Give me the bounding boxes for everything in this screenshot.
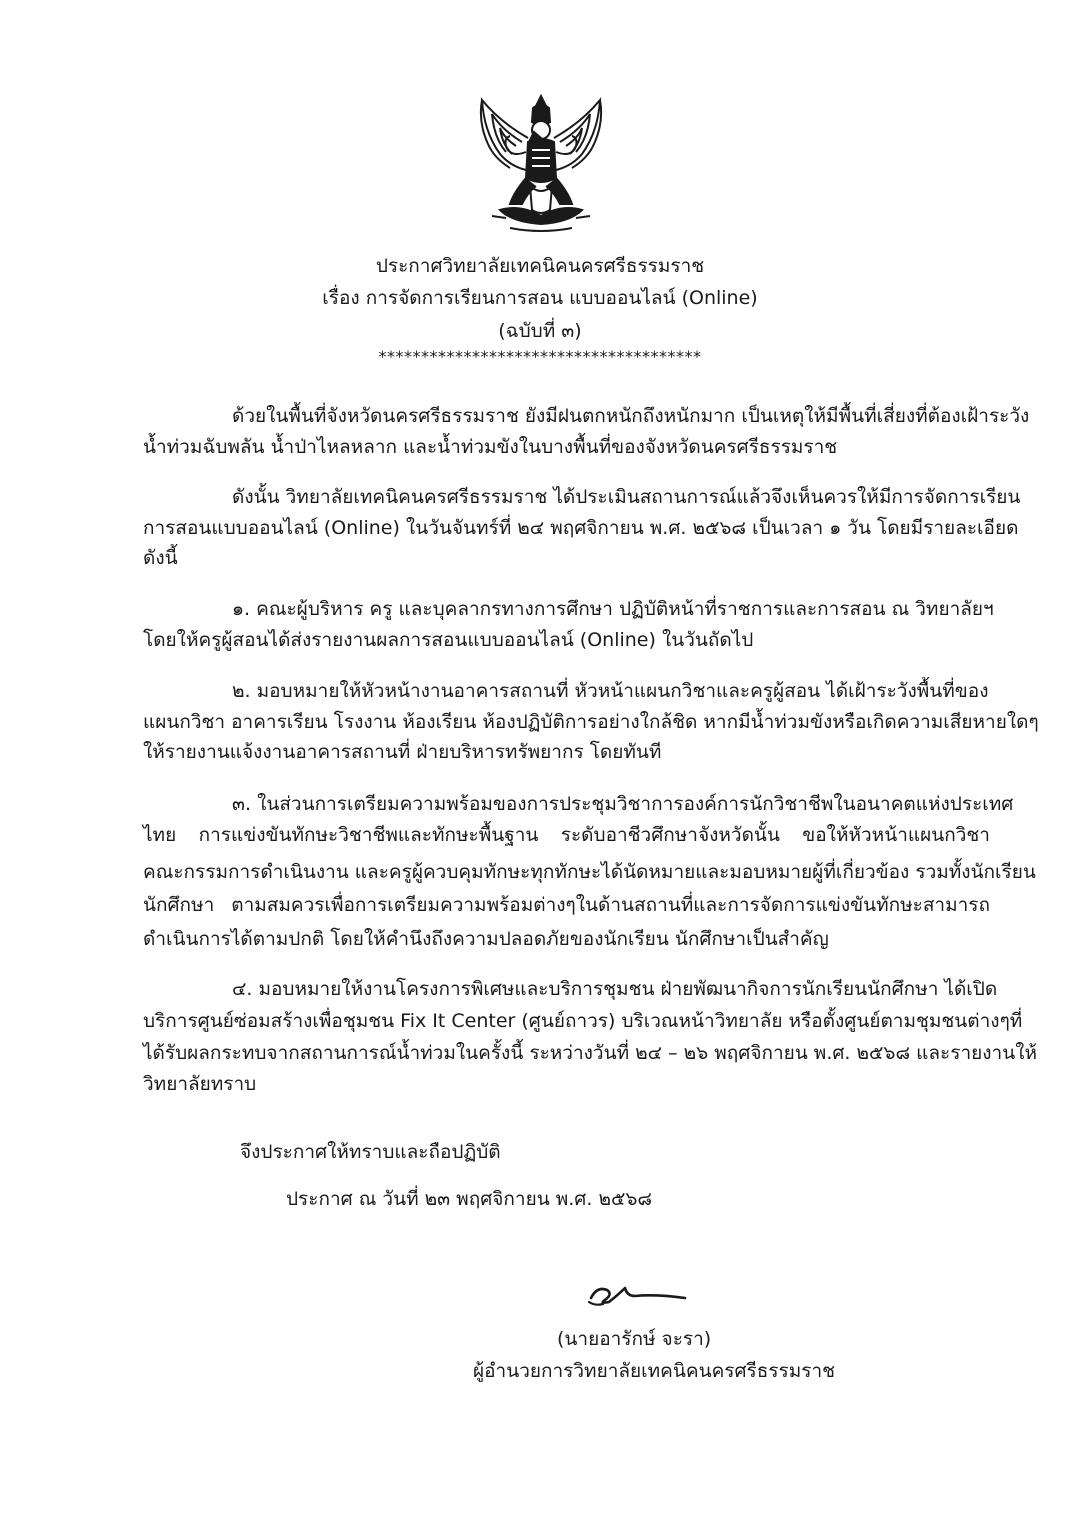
item-2-line-2: แผนกวิชา อาคารเรียน โรงงาน ห้องเรียน ห้องปฏิบัติการอย่างใกล้ชิด หากมีน้ำท่วมขังหรือเกิดความเสียหายใดๆ [143, 711, 1039, 733]
announcement-title: ประกาศวิทยาลัยเทคนิคนครศรีธรรมราช [375, 255, 705, 277]
item-3-line-2-word: ระดับอาชีวศึกษาจังหวัดนั้น [560, 824, 780, 846]
item-3-line-4-word: ตามสมควรเพื่อการเตรียมความพร้อมต่างๆในด้านสถานที่และการจัดการแข่งขันทักษะสามารถ [231, 894, 990, 916]
item-3-line-2-word: ไทย [143, 824, 177, 846]
announcement-issue: (ฉบับที่ ๓) [498, 320, 582, 342]
item-3-line-4 [143, 893, 990, 917]
signatory-position: ผู้อำนวยการวิทยาลัยเทคนิคนครศรีธรรมราช [473, 1360, 836, 1382]
decision-line-1: ดังนั้น วิทยาลัยเทคนิคนครศรีธรรมราช ได้ประเมินสถานการณ์แล้วจึงเห็นควรให้มีการจัดการเรียน [232, 486, 1021, 508]
decision-line-2: การสอนแบบออนไลน์ (Online) ในวันจันทร์ที่ ๒๔ พฤศจิกายน พ.ศ. ๒๕๖๘ เป็นเวลา ๑ วัน โดยมีรายละเอียด [143, 517, 1019, 539]
item-4-line-4: วิทยาลัยทราบ [143, 1073, 257, 1095]
item-4-line-2: บริการศูนย์ซ่อมสร้างเพื่อชุมชน Fix It Center (ศูนย์ถาวร) บริเวณหน้าวิทยาลัย หรือตั้งศูนย์ตามชุมชนต่างๆที่ [143, 1010, 1023, 1032]
decision-line-3: ดังนี้ [143, 547, 178, 569]
handwritten-signature [585, 1276, 695, 1310]
item-3-line-2-word: การแข่งขันทักษะวิชาชีพและทักษะพื้นฐาน [198, 824, 539, 846]
closing-date: ประกาศ ณ วันที่ ๒๓ พฤศจิกายน พ.ศ. ๒๕๖๘ [286, 1188, 653, 1210]
item-3-line-3: คณะกรรมการดำเนินงาน และครูผู้ควบคุมทักษะทุกทักษะได้นัดหมายและมอบหมายผู้ที่เกี่ยวข้อง รวมทั้งนักเรียน [143, 861, 1036, 883]
item-3-line-2 [143, 823, 990, 847]
garuda-emblem-icon [470, 92, 612, 237]
item-4-line-1: ๔. มอบหมายให้งานโครงการพิเศษและบริการชุมชน ฝ่ายพัฒนากิจการนักเรียนนักศึกษา ได้เปิด [232, 978, 998, 1000]
item-3-line-2-word: ขอให้หัวหน้าแผนกวิชา [802, 824, 990, 846]
announcement-subject: เรื่อง การจัดการเรียนการสอน แบบออนไลน์ (Online) [322, 287, 758, 309]
item-1-line-2: โดยให้ครูผู้สอนได้ส่งรายงานผลการสอนแบบออนไลน์ (Online) ในวันถัดไป [143, 629, 754, 651]
separator: ************************************** [378, 347, 702, 366]
signatory-name: (นายอารักษ์ จะรา) [557, 1328, 712, 1350]
item-2-line-1: ๒. มอบหมายให้หัวหน้างานอาคารสถานที่ หัวหน้าแผนกวิชาและครูผู้สอน ได้เฝ้าระวังพื้นที่ของ [232, 680, 989, 702]
item-3-line-1: ๓. ในส่วนการเตรียมความพร้อมของการประชุมวิชาการองค์การนักวิชาชีพในอนาคตแห่งประเทศ [232, 793, 1014, 815]
intro-line-2: น้ำท่วมฉับพลัน น้ำป่าไหลหลาก และน้ำท่วมขังในบางพื้นที่ของจังหวัดนครศรีธรรมราช [143, 436, 838, 458]
intro-line-1: ด้วยในพื้นที่จังหวัดนครศรีธรรมราช ยังมีฝนตกหนักถึงหนักมาก เป็นเหตุให้มีพื้นที่เสี่ยงที่ต้องเฝ้าระวัง [232, 405, 1030, 427]
item-1-line-1: ๑. คณะผู้บริหาร ครู และบุคลากรทางการศึกษา ปฏิบัติหน้าที่ราชการและการสอน ณ วิทยาลัยฯ [232, 598, 994, 620]
item-3-line-4-word: นักศึกษา [143, 894, 215, 916]
closing-announce: จึงประกาศให้ทราบและถือปฏิบัติ [240, 1141, 501, 1163]
item-2-line-3: ให้รายงานแจ้งงานอาคารสถานที่ ฝ่ายบริหารทรัพยากร โดยทันที [143, 741, 662, 763]
item-4-line-3: ได้รับผลกระทบจากสถานการณ์น้ำท่วมในครั้งนี้ ระหว่างวันที่ ๒๔ – ๒๖ พฤศจิกายน พ.ศ. ๒๕๖๘ และรายงานให้ [143, 1042, 1038, 1064]
item-3-line-5: ดำเนินการได้ตามปกติ โดยให้คำนึงถึงความปลอดภัยของนักเรียน นักศึกษาเป็นสำคัญ [143, 928, 829, 950]
